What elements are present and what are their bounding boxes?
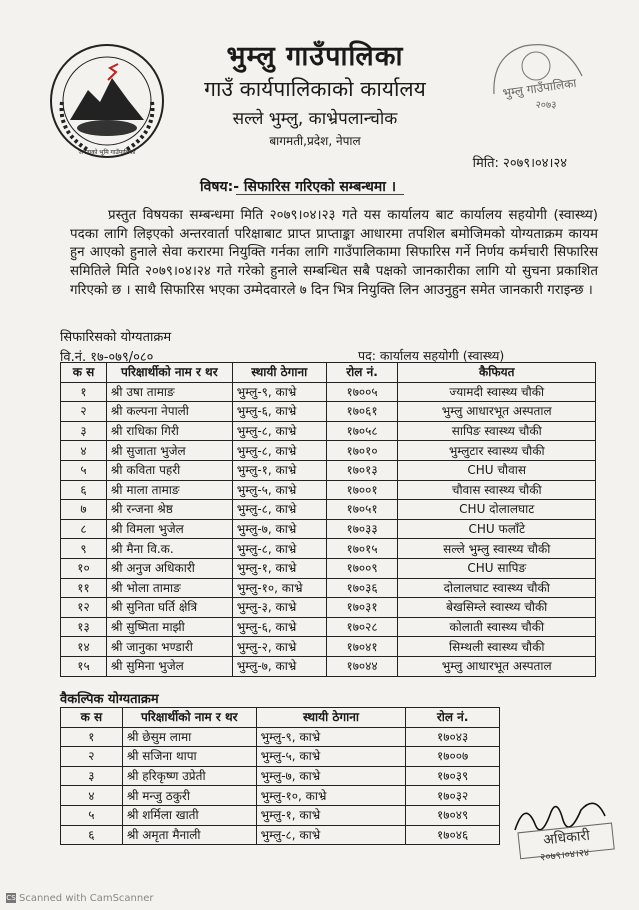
section-title-alternate: वैकल्पिक योग्यताक्रम xyxy=(60,692,159,707)
table-cell: १७०१० xyxy=(326,441,398,461)
table-cell: १७०४४ xyxy=(326,656,398,676)
table-cell: १५ xyxy=(61,656,107,676)
camscanner-icon: CS xyxy=(6,894,16,902)
table-cell: १७०४९ xyxy=(406,805,500,825)
table-cell: CHU सापिङ xyxy=(398,558,596,578)
table-cell: १७०४१ xyxy=(326,637,398,657)
signature-name: अधिकारी xyxy=(542,827,591,849)
col-header: रोल नं. xyxy=(326,363,398,383)
table-cell: भुम्लु-६, काभ्रे xyxy=(232,402,326,422)
stamp-text: भुम्लु गाउँपालिका xyxy=(501,75,578,101)
table-cell: श्री सुजाता भुजेल xyxy=(106,441,232,461)
table-cell: १७०४६ xyxy=(406,825,500,845)
col-header: स्थायी ठेगाना xyxy=(256,708,406,728)
table-header-row xyxy=(61,708,500,728)
alternate-table xyxy=(60,707,500,845)
table-cell: भुम्लु-८, काभ्रे xyxy=(232,421,326,441)
province-name: बागमती,प्रदेश, नेपाल xyxy=(269,134,361,148)
table-cell: ३ xyxy=(61,766,123,786)
table-cell: १ xyxy=(61,727,123,747)
table-cell: १७०४३ xyxy=(406,727,500,747)
table-cell: भुम्लु-५, काभ्रे xyxy=(256,747,406,767)
table-row xyxy=(61,825,500,845)
table-cell: भुम्लु-१०, काभ्रे xyxy=(232,578,326,598)
table-cell: भुम्लु-३, काभ्रे xyxy=(232,598,326,618)
col-header: क स xyxy=(61,708,123,728)
table-cell: १७०२८ xyxy=(326,617,398,637)
table-cell: १७००७ xyxy=(406,747,500,767)
table-cell: १७०५१ xyxy=(326,500,398,520)
table-cell: भुम्लु-१०, काभ्रे xyxy=(256,786,406,806)
table-cell: भुम्लु-७, काभ्रे xyxy=(232,519,326,539)
municipality-emblem-icon xyxy=(48,42,166,160)
table-cell: ५ xyxy=(61,805,123,825)
body-paragraph xyxy=(70,207,598,301)
table-cell: १० xyxy=(61,558,107,578)
table-cell: श्री राधिका गिरी xyxy=(106,421,232,441)
table-cell: १७०५८ xyxy=(326,421,398,441)
municipality-name: भुम्लु गाउँपालिका xyxy=(226,41,404,72)
table-cell: भुम्लु आधारभूत अस्पताल xyxy=(398,656,596,676)
table-row xyxy=(61,598,596,618)
table-row xyxy=(61,786,500,806)
table-cell: श्री सुमिना भुजेल xyxy=(106,656,232,676)
table-cell: भुम्लुटार स्वास्थ्य चौकी xyxy=(398,441,596,461)
table-cell: CHU चौवास xyxy=(398,460,596,480)
table-cell: १७०३६ xyxy=(326,578,398,598)
subject-underline xyxy=(236,194,404,195)
table-cell: श्री माला तामाङ xyxy=(106,480,232,500)
table-cell: ५ xyxy=(61,460,107,480)
table-row xyxy=(61,617,596,637)
table-cell: १ xyxy=(61,382,107,402)
stamp-number: २०७३ xyxy=(535,100,557,111)
table-cell: CHU फलाँटे xyxy=(398,519,596,539)
table-cell: श्री कविता पहरी xyxy=(106,460,232,480)
table-cell: सापिङ स्वास्थ्य चौकी xyxy=(398,421,596,441)
col-header: परिक्षार्थीको नाम र थर xyxy=(122,708,256,728)
table-cell: ७ xyxy=(61,500,107,520)
table-cell: चौवास स्वास्थ्य चौकी xyxy=(398,480,596,500)
table-cell: १७०६१ xyxy=(326,402,398,422)
table-header-row xyxy=(61,363,596,383)
table-cell: बेखसिम्ले स्वास्थ्य चौकी xyxy=(398,598,596,618)
table-cell: भुम्लु-७, काभ्रे xyxy=(232,656,326,676)
table-cell: १७०३२ xyxy=(406,786,500,806)
table-cell: १७०१५ xyxy=(326,539,398,559)
table-cell: श्री सजिना थापा xyxy=(122,747,256,767)
table-cell: ११ xyxy=(61,578,107,598)
table-cell: ९ xyxy=(61,539,107,559)
letter-date: मिति: २०७९।०४।२४ xyxy=(472,156,567,171)
col-header: क स xyxy=(61,363,107,383)
table-cell: सिम्थली स्वास्थ्य चौकी xyxy=(398,637,596,657)
table-cell: १३ xyxy=(61,617,107,637)
table-cell: भुम्लु-२, काभ्रे xyxy=(232,637,326,657)
table-cell: भुम्लु-१, काभ्रे xyxy=(232,460,326,480)
body-text: प्रस्तुत विषयका सम्बन्धमा मिति २०७९।०४।२३ गते यस कार्यालय बाट कार्यालय सहयोगी (स्वास्थ्य) पदका लागि लिइएको अन्तरवार्ता परिक्षाबाट प्राप्त प्राप्ताङ्का आधारमा तपशिल बमोजिमको योग्यताक्रम कायम हुन आएको हुनाले सेवा करारमा नियुक्ति गर्नका लागि गाउँपालिकामा सिफारिस गर्ने निर्णय कर्मचारी सिफारिस समितिले मिति २०७९।०४।२४ गते गरेको हुनाले सम्बन्धित सबै पक्षको जानकारीका लागि यो सुचना प्रकाशित गरिएको छ । साथै सिफारिस भएका उम्मेदवारले ७ दिन भित्र नियुक्ति लिन आउनुहुन समेत जानकारी गराइन्छ । xyxy=(70,208,598,298)
table-cell: १७०३९ xyxy=(406,766,500,786)
table-cell: १७०१३ xyxy=(326,460,398,480)
table-cell: श्री सुष्मिता माझी xyxy=(106,617,232,637)
table-cell: भुम्लु-८, काभ्रे xyxy=(256,825,406,845)
table-cell: श्री हरिकृष्ण उप्रेती xyxy=(122,766,256,786)
table-row xyxy=(61,805,500,825)
table-cell: सल्ले भुम्लु स्वास्थ्य चौकी xyxy=(398,539,596,559)
table-row xyxy=(61,539,596,559)
table-row xyxy=(61,500,596,520)
table-cell: श्री अनुज अधिकारी xyxy=(106,558,232,578)
letterhead xyxy=(150,40,480,149)
table-cell: भुम्लु-८, काभ्रे xyxy=(232,500,326,520)
table-cell: श्री विमला भुजेल xyxy=(106,519,232,539)
table-row xyxy=(61,382,596,402)
table-cell: भुम्लु-५, काभ्रे xyxy=(232,480,326,500)
table-cell: श्री छेसुम लामा xyxy=(122,727,256,747)
table-cell: श्री शर्मिला खाती xyxy=(122,805,256,825)
table-cell: ८ xyxy=(61,519,107,539)
table-row xyxy=(61,656,596,676)
table-cell: भुम्लु-८, काभ्रे xyxy=(232,441,326,461)
table-row xyxy=(61,480,596,500)
section-title-recommended: सिफारिसको योग्यताक्रम xyxy=(60,330,172,345)
table-row xyxy=(61,402,596,422)
table-cell: श्री भोला तामाङ xyxy=(106,578,232,598)
table-cell: ३ xyxy=(61,421,107,441)
table-cell: श्री अमृता मैनाली xyxy=(122,825,256,845)
table-cell: ज्यामदी स्वास्थ्य चौकी xyxy=(398,382,596,402)
table-cell: श्री मैना वि.क. xyxy=(106,539,232,559)
table-cell: भुम्लु-९, काभ्रे xyxy=(256,727,406,747)
col-header: रोल नं. xyxy=(406,708,500,728)
table-cell: भुम्लु-१, काभ्रे xyxy=(256,805,406,825)
table-cell: १२ xyxy=(61,598,107,618)
table-row xyxy=(61,519,596,539)
recommended-table xyxy=(60,362,596,677)
table-row xyxy=(61,747,500,767)
table-cell: २ xyxy=(61,402,107,422)
table-row xyxy=(61,637,596,657)
table-cell: श्री मन्जु ठकुरी xyxy=(122,786,256,806)
table-cell: श्री जानुका भण्डारी xyxy=(106,637,232,657)
table-cell: भुम्लु-९, काभ्रे xyxy=(232,382,326,402)
table-cell: १७००१ xyxy=(326,480,398,500)
office-name: गाउँ कार्यपालिकाको कार्यालय xyxy=(204,77,426,101)
table-cell: १७००९ xyxy=(326,558,398,578)
office-address: सल्ले भुम्लु, काभ्रेपलान्चोक xyxy=(232,109,398,129)
footer-text: Scanned with CamScanner xyxy=(19,893,154,904)
reference-number: वि.नं. १७-०७९/०८० xyxy=(60,350,154,365)
table-row xyxy=(61,441,596,461)
table-cell: श्री रन्जना श्रेष्ठ xyxy=(106,500,232,520)
table-cell: भुम्लु आधारभूत अस्पताल xyxy=(398,402,596,422)
table-cell: भुम्लु-७, काभ्रे xyxy=(256,766,406,786)
table-cell: १७००५ xyxy=(326,382,398,402)
emblem-bottom-text: जनताको भूमि गाउँपालिका xyxy=(78,149,136,156)
table-cell: श्री कल्पना नेपाली xyxy=(106,402,232,422)
table-cell: भुम्लु-८, काभ्रे xyxy=(232,539,326,559)
table-cell: २ xyxy=(61,747,123,767)
table-cell: १४ xyxy=(61,637,107,657)
table-cell: १७०३१ xyxy=(326,598,398,618)
post-name: पद: कार्यालय सहयोगी (स्वास्थ्य) xyxy=(358,348,505,363)
table-cell: श्री उषा तामाङ xyxy=(106,382,232,402)
signature-stamp xyxy=(505,790,623,868)
table-cell: भुम्लु-६, काभ्रे xyxy=(232,617,326,637)
col-header: कैफियत xyxy=(398,363,596,383)
table-cell: श्री सुनिता घर्ति क्षेत्रि xyxy=(106,598,232,618)
signature-date: २०७९।०४।२४ xyxy=(539,847,590,864)
scanner-footer xyxy=(6,893,154,904)
table-cell: १७०३३ xyxy=(326,519,398,539)
col-header: परिक्षार्थीको नाम र थर xyxy=(106,363,232,383)
table-cell: दोलालघाट स्वास्थ्य चौकी xyxy=(398,578,596,598)
table-cell: भुम्लु-१, काभ्रे xyxy=(232,558,326,578)
table-cell: कोलाती स्वास्थ्य चौकी xyxy=(398,617,596,637)
table-cell: ४ xyxy=(61,441,107,461)
table-row xyxy=(61,421,596,441)
office-stamp xyxy=(484,36,590,112)
table-row xyxy=(61,578,596,598)
table-cell: ४ xyxy=(61,786,123,806)
table-row xyxy=(61,727,500,747)
table-cell: ६ xyxy=(61,480,107,500)
table-row xyxy=(61,558,596,578)
table-cell: ६ xyxy=(61,825,123,845)
subject-line: विषय:- सिफारिस गरिएको सम्बन्धमा । xyxy=(200,179,397,195)
col-header: स्थायी ठेगाना xyxy=(232,363,326,383)
table-row xyxy=(61,460,596,480)
table-cell: CHU दोलालघाट xyxy=(398,500,596,520)
table-row xyxy=(61,766,500,786)
